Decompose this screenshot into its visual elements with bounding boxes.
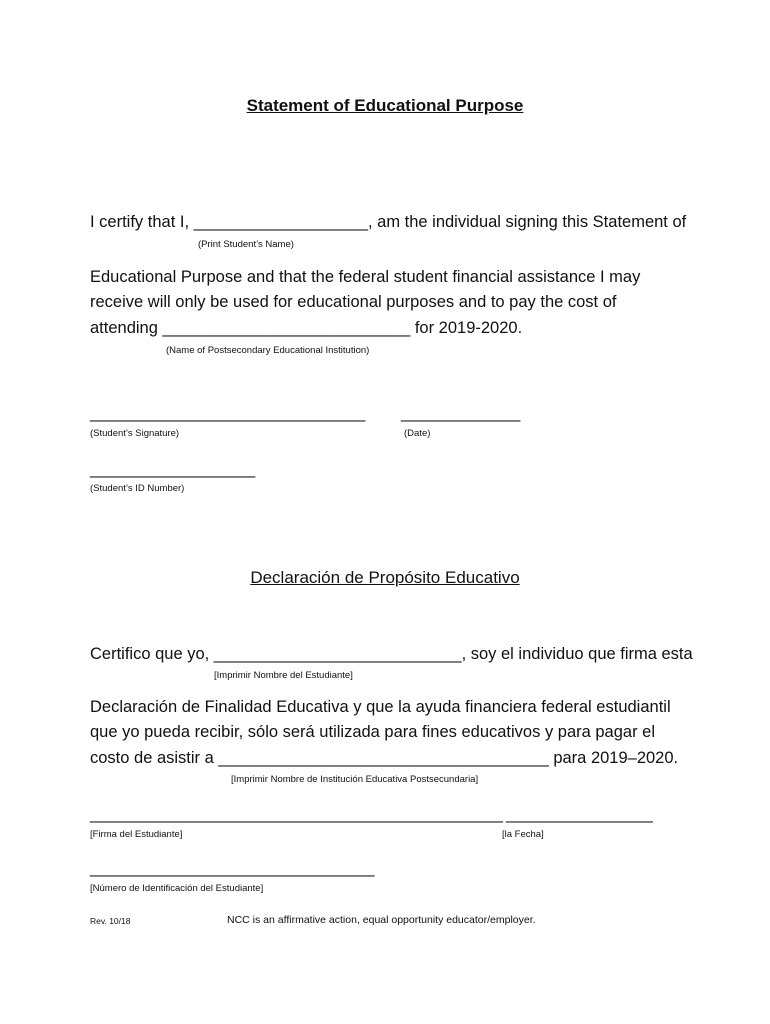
english-body-line-3: receive will only be used for educational purposes and to pay the cost of: [90, 293, 617, 311]
caption-imprimir-institucion: [Imprimir Nombre de Institución Educativa Postsecundaria]: [231, 774, 479, 785]
spanish-title: Declaración de Propósito Educativo: [250, 568, 520, 587]
english-body-line-4: attending ___________________________ for 2019-2020.: [90, 319, 523, 337]
student-signature-blank: ______________________________: [90, 404, 366, 422]
caption-student-signature: (Student’s Signature): [90, 428, 180, 439]
revision-label: Rev. 10/18: [90, 916, 131, 926]
spanish-body-line-3: que yo pueda recibir, sólo será utilizada para fines educativos y para pagar el: [90, 723, 656, 741]
english-body-line-2: Educational Purpose and that the federal student financial assistance I may: [90, 268, 641, 286]
student-id-blank: __________________: [90, 460, 256, 478]
caption-date: (Date): [404, 428, 431, 439]
caption-institution-name: (Name of Postsecondary Educational Institution): [166, 345, 370, 356]
english-title: Statement of Educational Purpose: [246, 96, 524, 115]
english-certify-line: I certify that I, ___________________, am the individual signing this Statement of: [90, 213, 687, 231]
equal-opportunity-notice: NCC is an affirmative action, equal opportunity educator/employer.: [227, 914, 536, 926]
caption-imprimir-nombre: [Imprimir Nombre del Estudiante]: [214, 670, 353, 681]
caption-student-id: (Student’s ID Number): [90, 483, 185, 494]
caption-print-student-name: (Print Student’s Name): [198, 239, 294, 250]
spanish-certify-line: Certifico que yo, ___________________________, soy el individuo que firma esta: [90, 645, 693, 663]
firma-estudiante-blank: _____________________________________________: [90, 805, 503, 823]
caption-la-fecha: [la Fecha]: [502, 829, 544, 840]
spanish-body-line-2: Declaración de Finalidad Educativa y que la ayuda financiera federal estudiantil: [90, 698, 671, 716]
caption-numero-identificacion: [Número de Identificación del Estudiante]: [90, 883, 264, 894]
fecha-blank: ________________: [506, 805, 653, 823]
date-blank: _____________: [401, 404, 521, 422]
caption-firma-estudiante: [Firma del Estudiante]: [90, 829, 183, 840]
numero-identificacion-blank: _______________________________: [90, 859, 375, 877]
spanish-body-line-4: costo de asistir a ____________________________________ para 2019–2020.: [90, 749, 679, 767]
